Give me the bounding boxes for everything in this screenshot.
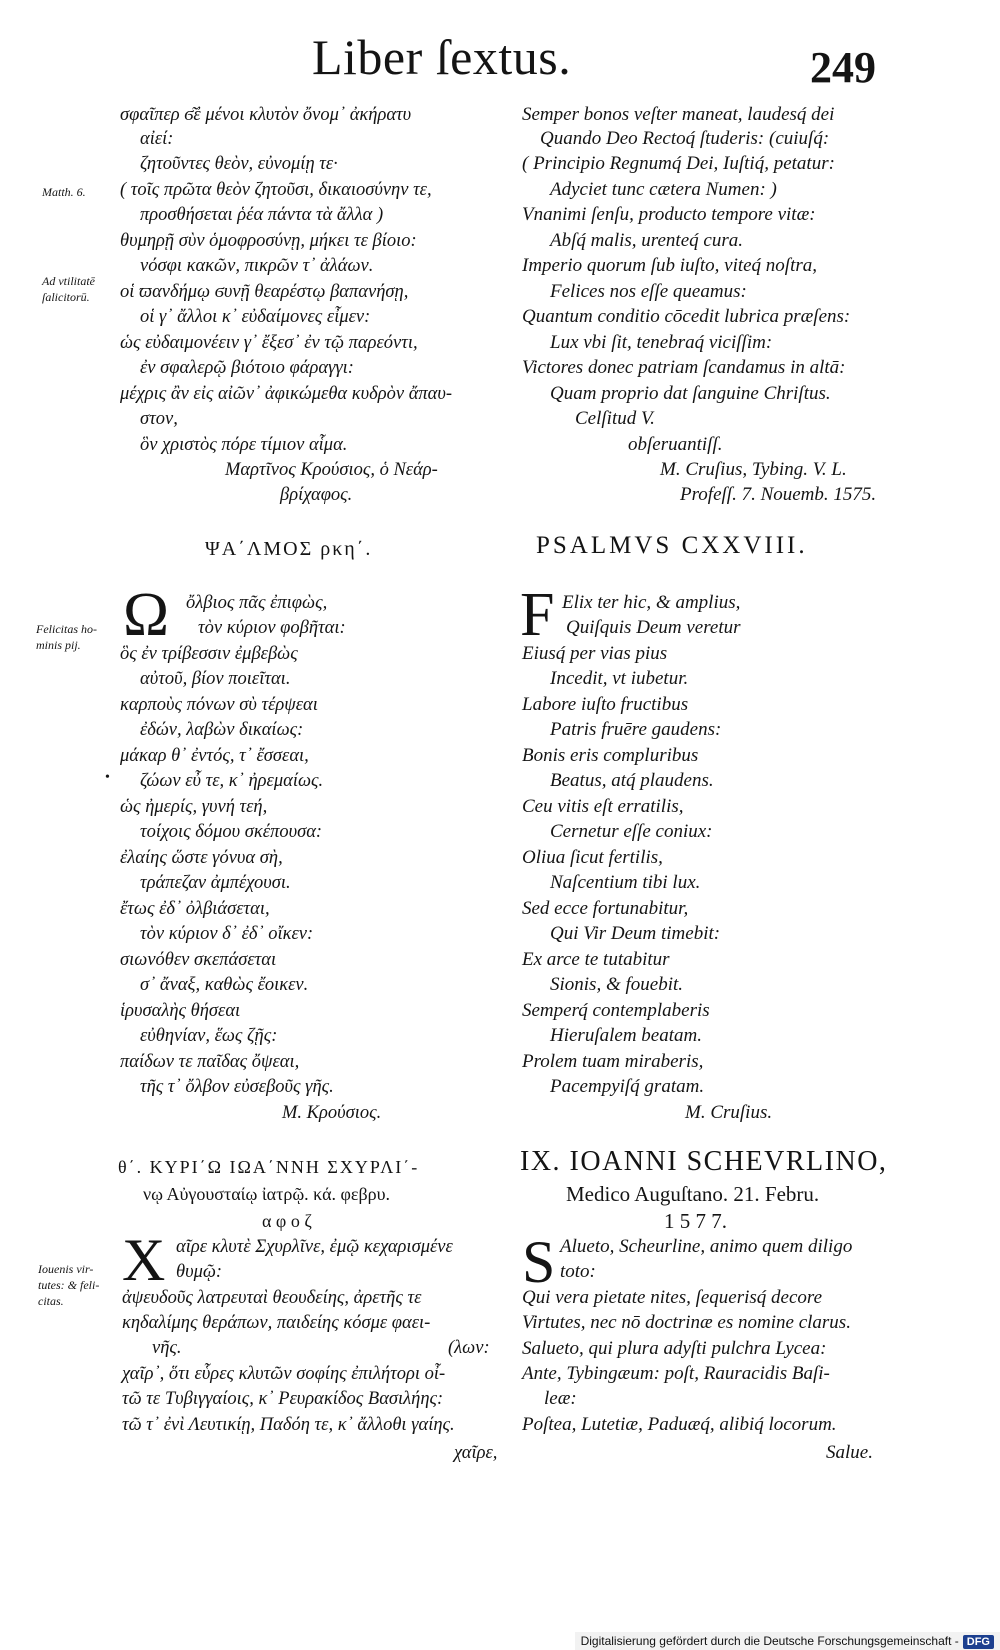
greek-line: προσθήσεται ῥέα πάντα τὰ ἄλλα ) [140,205,384,225]
psalm-greek-line: ἱρυσαλὴς θήσεαι [120,1001,241,1021]
letter-latin-line: Salue. [826,1442,873,1463]
psalm-greek-line: ὃς ἐν τρίβεσσιν ἐμβεβὼς [120,644,298,664]
psalm-greek-line: σιωνόθεν σκεπάσεται [120,950,277,970]
digitization-credit-text: Digitalisierung gefördert durch die Deutsche Forschungsgemeinschaft - [580,1634,959,1648]
psalm-latin-dropcap: F [520,581,555,649]
latin-line: Lux vbi ſit, tenebraq́ viciſſim: [550,332,773,353]
psalm-greek-dropcap: Ω [123,581,170,649]
letter-latin-dropcap: S [522,1229,556,1295]
psalm-latin-line: Cernetur eſſe coniux: [550,821,713,842]
letter-greek-line: αῖρε κλυτὲ Σχυρλῖνε, ἐμῷ κεχαρισμένε [176,1237,453,1257]
letter-heading-latin-3: 1 5 7 7. [664,1209,727,1233]
letter-heading-latin-1: IX. IOANNI SCHEVRLINO, [520,1146,888,1177]
psalm-greek-line: καρποὺς πόνων σὺ τέρψεαι [120,695,318,715]
margin-note-youth-3: citas. [38,1294,64,1308]
latin-line: Celſitud V. [575,408,655,429]
letter-greek-line: θυμῷ: [176,1262,223,1282]
letter-greek-line: τῶ τε Τυβιγγαίοις, κ᾽ Ρευρακίδος Βασιλήης: [122,1389,444,1409]
letter-latin-line: toto: [560,1261,596,1282]
psalm-latin-line: Ex arce te tutabitur [522,949,670,970]
latin-line: Quantum conditio cōcedit lubrica præſens: [522,306,851,327]
greek-signature: βρίχαφος. [280,485,353,505]
psalm-latin-line: Semperq́ contemplaberis [522,1000,710,1021]
latin-line: Quam proprio dat ſanguine Chriſtus. [550,383,831,404]
psalm-latin-line: Elix ter hic, & amplius, [562,592,741,613]
psalm-greek-line: τοίχοις δόμου σκέπουσα: [140,822,323,842]
bullet-mark: • [105,770,110,785]
letter-latin-line: Salueto, qui plura adyſti pulchra Lycea: [522,1338,827,1359]
latin-line: obſeruantiſſ. [628,434,723,455]
margin-note-utility-1: Ad vtilitatē [42,274,95,288]
greek-line: μέχρις ἂν εἰς αἰῶν᾽ ἀφικώμεθα κυδρὸν ἄπαυ- [120,384,453,404]
psalm-greek-line: παίδων τε παῖδας ὄψεαι, [120,1052,300,1072]
latin-line: Abſq́ malis, urenteq́ cura. [550,230,743,251]
latin-line: ( Principio Regnumq́ Dei, Iuſtiq́, petatur: [522,153,835,174]
psalm-greek-line: ἐδών, λαβὼν δικαίως: [140,720,304,740]
psalm-latin-line: Labore iuſto fructibus [522,694,689,715]
letter-greek-line: νῆς. [152,1338,182,1358]
letter-greek-line: τῶ τ᾽ ἐνὶ Λευτικίῃ, Παδόη τε, κ᾽ ἄλλοθι γαίης. [122,1415,455,1435]
letter-latin-line: leæ: [544,1388,577,1409]
latin-signature: Profeſſ. 7. Nouemb. 1575. [680,484,877,505]
greek-line: ἐν σφαλερῷ βιότοιο φάραγγι: [140,358,354,378]
psalm-greek-line: ἔτως ἐδ᾽ ὀλβιάσεται, [120,899,270,919]
margin-note-felicity-1: Felicitas ho- [36,622,97,636]
psalm-greek-line: ἐλαίης ὥστε γόνυα σὴ, [120,848,283,868]
psalm-latin-line: Prolem tuam miraberis, [522,1051,704,1072]
margin-note-matthew: Matth. 6. [42,185,86,199]
letter-greek-line: (λων: [448,1338,490,1358]
psalm-latin-line: Hieruſalem beatam. [550,1025,702,1046]
psalm-latin-line: Oliua ſicut fertilis, [522,847,663,868]
psalm-greek-line: ζώων εὖ τε, κ᾽ ἠρεμαίως. [140,771,324,791]
greek-line: ( τοῖς πρῶτα θεὸν ζητοῦσι, δικαιοσύνην τε, [120,180,432,200]
greek-line: σφαῖπερ ϭ͂ἐ μένοι κλυτὸν ὄνομ᾽ ἀκήρατυ [120,105,412,125]
latin-line: Quando Deo Rectoq́ ſtuderis: (cuiuſq́: [540,128,830,149]
psalm-latin-line: Eiusq́ per vias pius [522,643,668,664]
psalm-heading-greek: ΨΑ΄ΛΜΟΣ ρκη΄. [205,538,373,560]
margin-note-utility-2: ſalicitorū. [42,290,90,304]
psalm-greek-signature: Μ. Κρούσιος. [282,1103,382,1123]
latin-line: Adyciet tunc cætera Numen: ) [550,179,777,200]
letter-latin-line: Ante, Tybingæum: poſt, Rauracidis Baſi- [522,1363,830,1384]
psalm-latin-line: Quiſquis Deum veretur [566,617,741,638]
letter-greek-line: χαῖρ᾽, ὅτι εὗρες κλυτῶν σοφίης ἐπιλήτορι οἶ- [122,1364,446,1384]
greek-line: ὡς εὐδαιμονέειν γ᾽ ἔξεσ᾽ ἐν τῷ παρεόντι, [120,333,418,353]
letter-heading-latin-2: Medico Auguſtano. 21. Febru. [566,1182,820,1206]
psalm-greek-line: ὡς ἠμερίς, γυνή τεή, [120,797,268,817]
letter-greek-line: χαῖρε, [454,1443,498,1463]
psalm-latin-line: Qui Vir Deum timebit: [550,923,721,944]
dfg-logo: DFG [963,1635,994,1649]
psalm-greek-line: τὸν κύριον δ᾽ ἐδ᾽ οἴκεν: [140,924,314,944]
latin-line: Felices nos eſſe queamus: [550,281,747,302]
margin-note-youth-1: Iouenis vir- [38,1262,94,1276]
greek-line: στον, [140,409,178,429]
greek-line: ὃν χριστὸς πόρε τίμιον αἷμα. [140,435,348,455]
greek-signature: Μαρτῖνος Κρούσιος, ὁ Νεάρ- [225,460,438,480]
letter-latin-line: Virtutes, nec nō doctrinæ es nomine clarus. [522,1312,851,1333]
psalm-greek-line: ὄλβιος πᾶς ἐπιφὼς, [186,593,328,613]
page-title: Liber ſextus. [312,29,572,85]
letter-greek-line: ἀψευδοῦς λατρευταὶ θεουδείης, ἀρετῆς τε [122,1288,422,1308]
page-number: 249 [810,43,876,92]
psalm-latin-line: Incedit, vt iubetur. [550,668,689,689]
psalm-greek-line: σ᾽ ἄναξ, καθὼς ἔοικεν. [140,975,309,995]
psalm-greek-line: μάκαρ θ᾽ ἐντός, τ᾽ ἔσσεαι, [120,746,309,766]
latin-line: Victores donec patriam ſcandamus in altā: [522,357,846,378]
digitization-credit [575,1632,1000,1650]
psalm-latin-line: Bonis eris compluribus [522,745,699,766]
margin-note-felicity-2: minis pij. [36,638,81,652]
psalm-greek-line: τὸν κύριον φοβῆται: [198,618,346,638]
psalm-latin-line: Sed ecce fortunabitur, [522,898,689,919]
latin-signature: M. Cruſius, Tybing. V. L. [660,459,847,480]
greek-line: αἰεί: [140,129,174,149]
psalm-latin-line: Pacempyiſq́ gratam. [550,1076,705,1097]
latin-line: Semper bonos veſter maneat, laudesq́ dei [522,104,835,125]
letter-heading-greek-1: θ΄. ΚΥΡΙ΄Ω ΙΩΑ΄ΝΝΗ ΣΧΥΡΛΙ΄- [118,1157,420,1177]
latin-line: Imperio quorum ſub iuſto, viteq́ noſtra, [522,255,818,276]
latin-line: Vnanimi ſenſu, producto tempore vitæ: [522,204,816,225]
psalm-latin-line: Beatus, atq́ plaudens. [550,770,714,791]
psalm-latin-signature: M. Cruſius. [685,1102,773,1123]
letter-heading-greek-2: νῳ Αὐγουσταίῳ ἰατρῷ. κά. φεβρυ. [143,1184,391,1204]
greek-line: οἱ γ᾽ ἄλλοι κ᾽ εὐδαίμονες εἶμεν: [140,307,371,327]
psalm-latin-line: Sionis, & fouebit. [550,974,683,995]
greek-line: οἱ ϖανδήμῳ ϭυνῇ θεαρέστῳ βαπανήσῃ, [120,282,409,302]
psalm-greek-line: αὐτοῦ, βίον ποιεῖται. [140,669,291,689]
psalm-greek-line: τῆς τ᾽ ὄλβον εὐσεβοῦς γῆς. [140,1077,334,1097]
psalm-latin-line: Patris fruēre gaudens: [550,719,722,740]
margin-note-youth-2: tutes: & feli- [38,1278,100,1292]
greek-line: θυμηρῇ σὺν ὁμοφροσύνῃ, μήκει τε βίοιο: [120,231,417,251]
letter-latin-line: Poſtea, Lutetiæ, Paduæq́, alibiq́ locorum. [522,1414,837,1435]
letter-greek-line: κηδαλίμης θεράπων, παιδείης κόσμε φαει- [122,1313,431,1333]
psalm-latin-line: Ceu vitis eſt erratilis, [522,796,684,817]
letter-heading-greek-3: α φ ο ζ [262,1211,312,1231]
psalm-latin-line: Naſcentium tibi lux. [550,872,701,893]
letter-latin-line: Qui vera pietate nites, ſequerisq́ decore [522,1287,823,1308]
greek-line: νόσφι κακῶν, πικρῶν τ᾽ ἀλάων. [140,256,374,276]
letter-latin-line: Alueto, Scheurline, animo quem diligo [560,1236,853,1257]
psalm-heading-latin: PSALMVS CXXVIII. [536,532,808,559]
psalm-greek-line: τράπεζαν ἀμπέχουσι. [140,873,291,893]
psalm-greek-line: εὐθηνίαν, ἕως ζῇς: [140,1026,278,1046]
greek-line: ζητοῦντες θεὸν, εὐνομίῃ τε· [140,154,338,174]
letter-greek-dropcap: Χ [122,1227,166,1293]
